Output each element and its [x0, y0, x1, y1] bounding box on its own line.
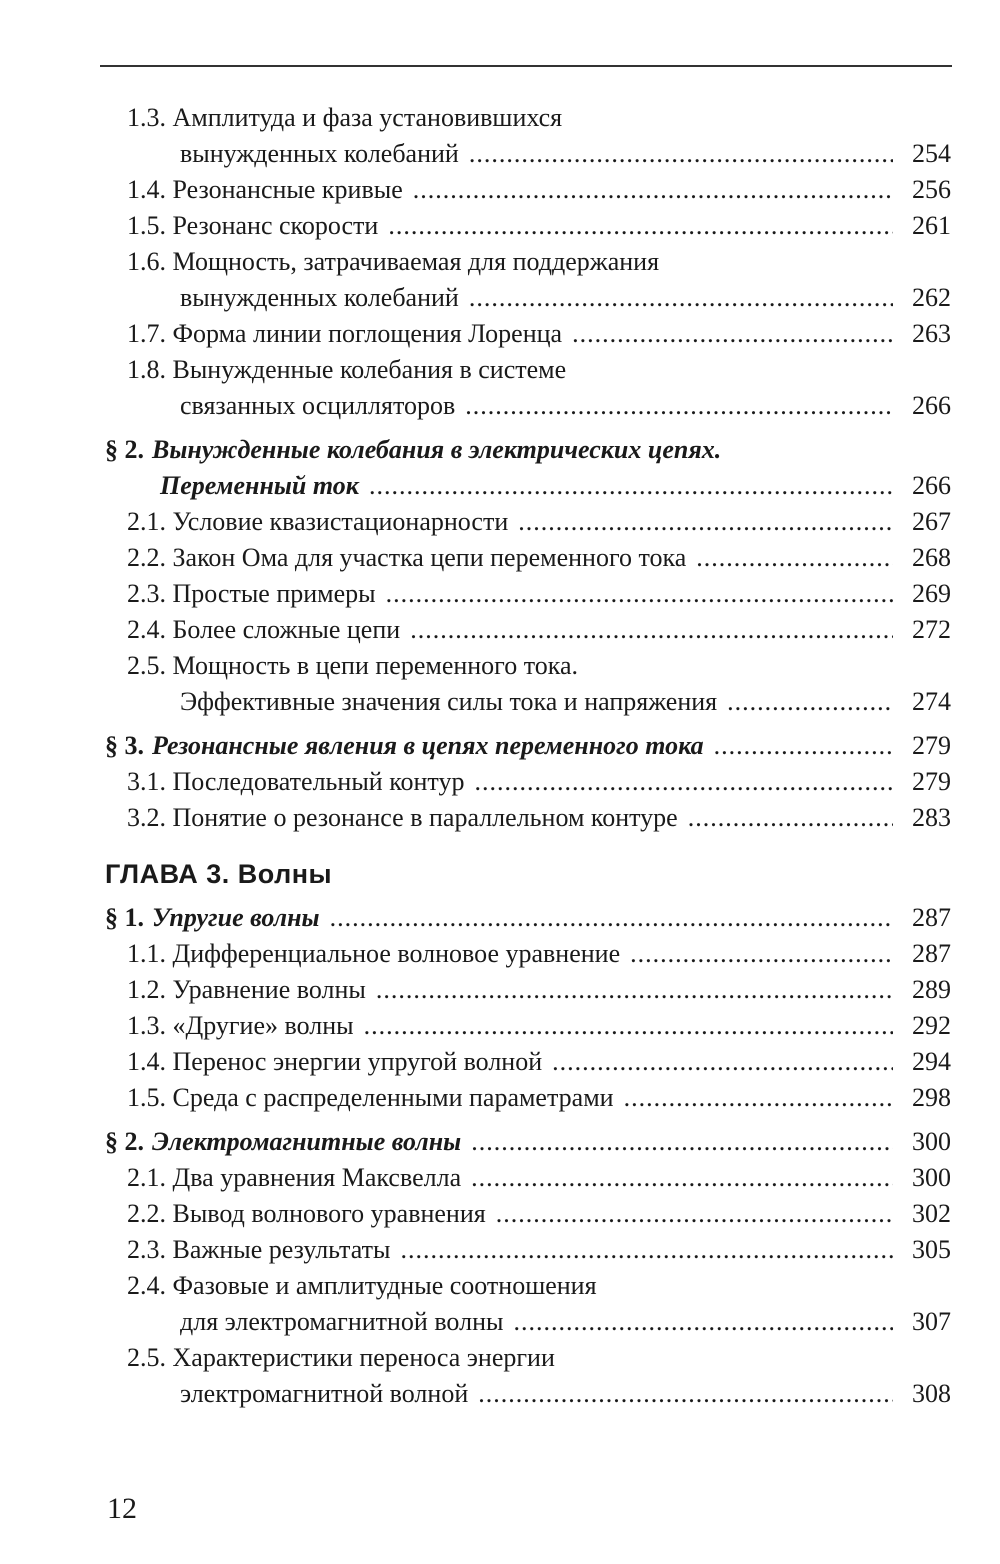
page-ref: 283: [912, 803, 951, 832]
page-ref: 261: [912, 211, 951, 240]
entry-label: [180, 280, 459, 316]
entry-title: Электромагнитные волны: [152, 1127, 462, 1156]
entry-label: [127, 352, 566, 388]
entry-title: Фазовые и амплитудные соотношения: [172, 1271, 597, 1300]
entry-title: Резонансные явления в цепях переменного тока: [152, 731, 704, 760]
entry-label: [127, 936, 620, 972]
dot-leader: [513, 1304, 893, 1340]
entry-number: 1.5.: [127, 1083, 166, 1112]
page-ref: 266: [912, 391, 951, 420]
entry-title: «Другие» волны: [172, 1011, 354, 1040]
entry-title: Последовательный контур: [172, 767, 465, 796]
page-ref: 308: [912, 1379, 951, 1408]
entry-number: 2.3.: [127, 1235, 166, 1264]
toc-entry[interactable]: [105, 172, 951, 208]
page-ref: 279: [912, 731, 951, 760]
entry-number: 2.3.: [127, 579, 166, 608]
entry-title: для электромагнитной волны: [180, 1307, 504, 1336]
entry-label: [180, 684, 717, 720]
entry-label: [105, 1124, 461, 1160]
toc-entry[interactable]: [105, 352, 951, 424]
entry-title: Резонанс скорости: [172, 211, 379, 240]
entry-number: 1.5.: [127, 211, 166, 240]
page-ref: 292: [912, 1011, 951, 1040]
toc-section[interactable]: [105, 1124, 951, 1160]
page-ref: 266: [912, 471, 951, 500]
entry-label: [127, 1232, 390, 1268]
page-ref: 269: [912, 579, 951, 608]
page-ref: 262: [912, 283, 951, 312]
entry-label: [180, 1376, 468, 1412]
entry-number: 2.1.: [127, 1163, 166, 1192]
entry-number: § 2.: [105, 435, 144, 464]
entry-label: [127, 316, 562, 352]
entry-title: вынужденных колебаний: [180, 283, 459, 312]
toc-entry[interactable]: [105, 1160, 951, 1196]
page-ref: 300: [912, 1163, 951, 1192]
toc-entry[interactable]: [105, 764, 951, 800]
page-ref: 263: [912, 319, 951, 348]
dot-leader: [369, 468, 893, 504]
entry-label: [127, 540, 686, 576]
toc-entry[interactable]: [105, 612, 951, 648]
entry-number: 2.5.: [127, 1343, 166, 1372]
dot-leader: [386, 576, 893, 612]
dot-leader: [413, 172, 893, 208]
entry-title: Уравнение волны: [172, 975, 366, 1004]
entry-number: 1.7.: [127, 319, 166, 348]
entry-title: Амплитуда и фаза установившихся: [172, 103, 563, 132]
page-ref: 267: [912, 507, 951, 536]
entry-label: [180, 388, 455, 424]
entry-title: Дифференциальное волновое уравнение: [172, 939, 621, 968]
dot-leader: [388, 208, 893, 244]
dot-leader: [474, 764, 893, 800]
entry-title: Упругие волны: [152, 903, 320, 932]
toc-entry[interactable]: [105, 1080, 951, 1116]
entry-title: Форма линии поглощения Лоренца: [172, 319, 563, 348]
page-ref: 268: [912, 543, 951, 572]
chapter-heading: ГЛАВА 3. Волны: [105, 859, 333, 889]
page-ref: 298: [912, 1083, 951, 1112]
entry-title: Два уравнения Максвелла: [172, 1163, 462, 1192]
page-ref: 300: [912, 1127, 951, 1156]
entry-number: 1.3.: [127, 1011, 166, 1040]
entry-number: 2.5.: [127, 651, 166, 680]
entry-title: Перенос энергии упругой волной: [172, 1047, 543, 1076]
entry-title: Эффективные значения силы тока и напряжения: [180, 687, 718, 716]
entry-label: [127, 1268, 597, 1304]
entry-title: Резонансные кривые: [172, 175, 403, 204]
entry-number: 1.1.: [127, 939, 166, 968]
entry-number: § 3.: [105, 731, 144, 760]
entry-title: Мощность в цепи переменного тока.: [172, 651, 579, 680]
entry-number: 2.4.: [127, 615, 166, 644]
toc-entry[interactable]: [105, 648, 951, 720]
entry-number: 1.4.: [127, 175, 166, 204]
entry-label: [127, 1196, 486, 1232]
entry-title: Простые примеры: [172, 579, 376, 608]
entry-label: [180, 136, 459, 172]
entry-label: [127, 100, 562, 136]
entry-label: [127, 576, 376, 612]
entry-title: Условие квазистационарности: [172, 507, 509, 536]
table-of-contents: [105, 100, 951, 1412]
dot-leader: [624, 1080, 893, 1116]
toc-entry[interactable]: [105, 316, 951, 352]
entry-label: [127, 764, 464, 800]
entry-number: 2.2.: [127, 543, 166, 572]
toc-entry[interactable]: [105, 1340, 951, 1412]
toc-entry[interactable]: [105, 504, 951, 540]
entry-label: [127, 800, 678, 836]
toc-entry[interactable]: [105, 244, 951, 316]
entry-title: Среда с распределенными параметрами: [172, 1083, 614, 1112]
page-ref: 287: [912, 939, 951, 968]
entry-number: 1.3.: [127, 103, 166, 132]
entry-number: 3.1.: [127, 767, 166, 796]
entry-label: [127, 172, 403, 208]
page-ref: 305: [912, 1235, 951, 1264]
entry-title: Характеристики переноса энергии: [172, 1343, 555, 1372]
toc-entry[interactable]: [105, 1268, 951, 1340]
entry-label: [127, 208, 378, 244]
toc-entry[interactable]: [105, 540, 951, 576]
page-ref: 279: [912, 767, 951, 796]
entry-title: Закон Ома для участка цепи переменного тока: [172, 543, 687, 572]
dot-leader: [714, 728, 893, 764]
entry-title: Вынужденные колебания в электрических цепях.: [152, 435, 722, 464]
toc-entry[interactable]: [105, 936, 951, 972]
page-ref: 272: [912, 615, 951, 644]
dot-leader: [552, 1044, 893, 1080]
entry-number: 2.2.: [127, 1199, 166, 1228]
page-number: 12: [107, 1492, 137, 1525]
dot-leader: [471, 1160, 893, 1196]
entry-title: Более сложные цепи: [172, 615, 401, 644]
entry-title: Переменный ток: [160, 471, 359, 500]
entry-number: § 2.: [105, 1127, 144, 1156]
entry-label: [127, 1340, 555, 1376]
dot-leader: [364, 1008, 893, 1044]
page-ref: 256: [912, 175, 951, 204]
toc-entry[interactable]: [105, 1044, 951, 1080]
entry-label: [127, 612, 400, 648]
dot-leader: [376, 972, 893, 1008]
dot-leader: [410, 612, 893, 648]
dot-leader: [478, 1376, 893, 1412]
toc-entry[interactable]: [105, 972, 951, 1008]
toc-entry[interactable]: [105, 576, 951, 612]
entry-label: [180, 1304, 503, 1340]
entry-number: 3.2.: [127, 803, 166, 832]
entry-number: 1.6.: [127, 247, 166, 276]
entry-label: [105, 900, 320, 936]
entry-label: [127, 972, 366, 1008]
entry-title: связанных осцилляторов: [180, 391, 456, 420]
toc-section[interactable]: [105, 728, 951, 764]
entry-title: Вынужденные колебания в системе: [172, 355, 567, 384]
page-ref: 294: [912, 1047, 951, 1076]
dot-leader: [727, 684, 893, 720]
entry-label: [160, 468, 359, 504]
entry-number: 1.4.: [127, 1047, 166, 1076]
dot-leader: [465, 388, 893, 424]
toc-entry[interactable]: [105, 1232, 951, 1268]
toc-entry[interactable]: [105, 1196, 951, 1232]
toc-entry[interactable]: [105, 100, 951, 172]
entry-number: § 1.: [105, 903, 144, 932]
dot-leader: [496, 1196, 893, 1232]
entry-title: Важные результаты: [172, 1235, 391, 1264]
entry-label: [127, 244, 659, 280]
entry-title: вынужденных колебаний: [180, 139, 459, 168]
page-ref: 274: [912, 687, 951, 716]
toc-section[interactable]: [105, 432, 951, 504]
entry-label: [105, 432, 721, 468]
dot-leader: [696, 540, 893, 576]
page-ref: 254: [912, 139, 951, 168]
dot-leader: [471, 1124, 893, 1160]
page-ref: 302: [912, 1199, 951, 1228]
dot-leader: [630, 936, 893, 972]
toc-entry[interactable]: [105, 208, 951, 244]
entry-title: электромагнитной волной: [180, 1379, 469, 1408]
entry-label: [127, 504, 508, 540]
entry-title: Вывод волнового уравнения: [172, 1199, 486, 1228]
entry-label: [127, 1044, 542, 1080]
entry-label: [127, 648, 578, 684]
page-ref: 289: [912, 975, 951, 1004]
page-ref: 307: [912, 1307, 951, 1336]
dot-leader: [400, 1232, 893, 1268]
dot-leader: [330, 900, 893, 936]
dot-leader: [518, 504, 893, 540]
page-ref: 287: [912, 903, 951, 932]
entry-number: 1.8.: [127, 355, 166, 384]
toc-entry[interactable]: [105, 1008, 951, 1044]
entry-number: 2.1.: [127, 507, 166, 536]
entry-title: Понятие о резонансе в параллельном контуре: [172, 803, 678, 832]
top-rule: [100, 65, 952, 67]
toc-entry[interactable]: [105, 800, 951, 836]
entry-label: [127, 1080, 614, 1116]
entry-label: [127, 1008, 354, 1044]
dot-leader: [572, 316, 893, 352]
entry-label: [127, 1160, 461, 1196]
entry-number: 2.4.: [127, 1271, 166, 1300]
entry-number: 1.2.: [127, 975, 166, 1004]
dot-leader: [688, 800, 893, 836]
entry-title: Мощность, затрачиваемая для поддержания: [172, 247, 660, 276]
toc-section[interactable]: [105, 900, 951, 936]
dot-leader: [469, 280, 893, 316]
entry-label: [105, 728, 704, 764]
dot-leader: [469, 136, 893, 172]
